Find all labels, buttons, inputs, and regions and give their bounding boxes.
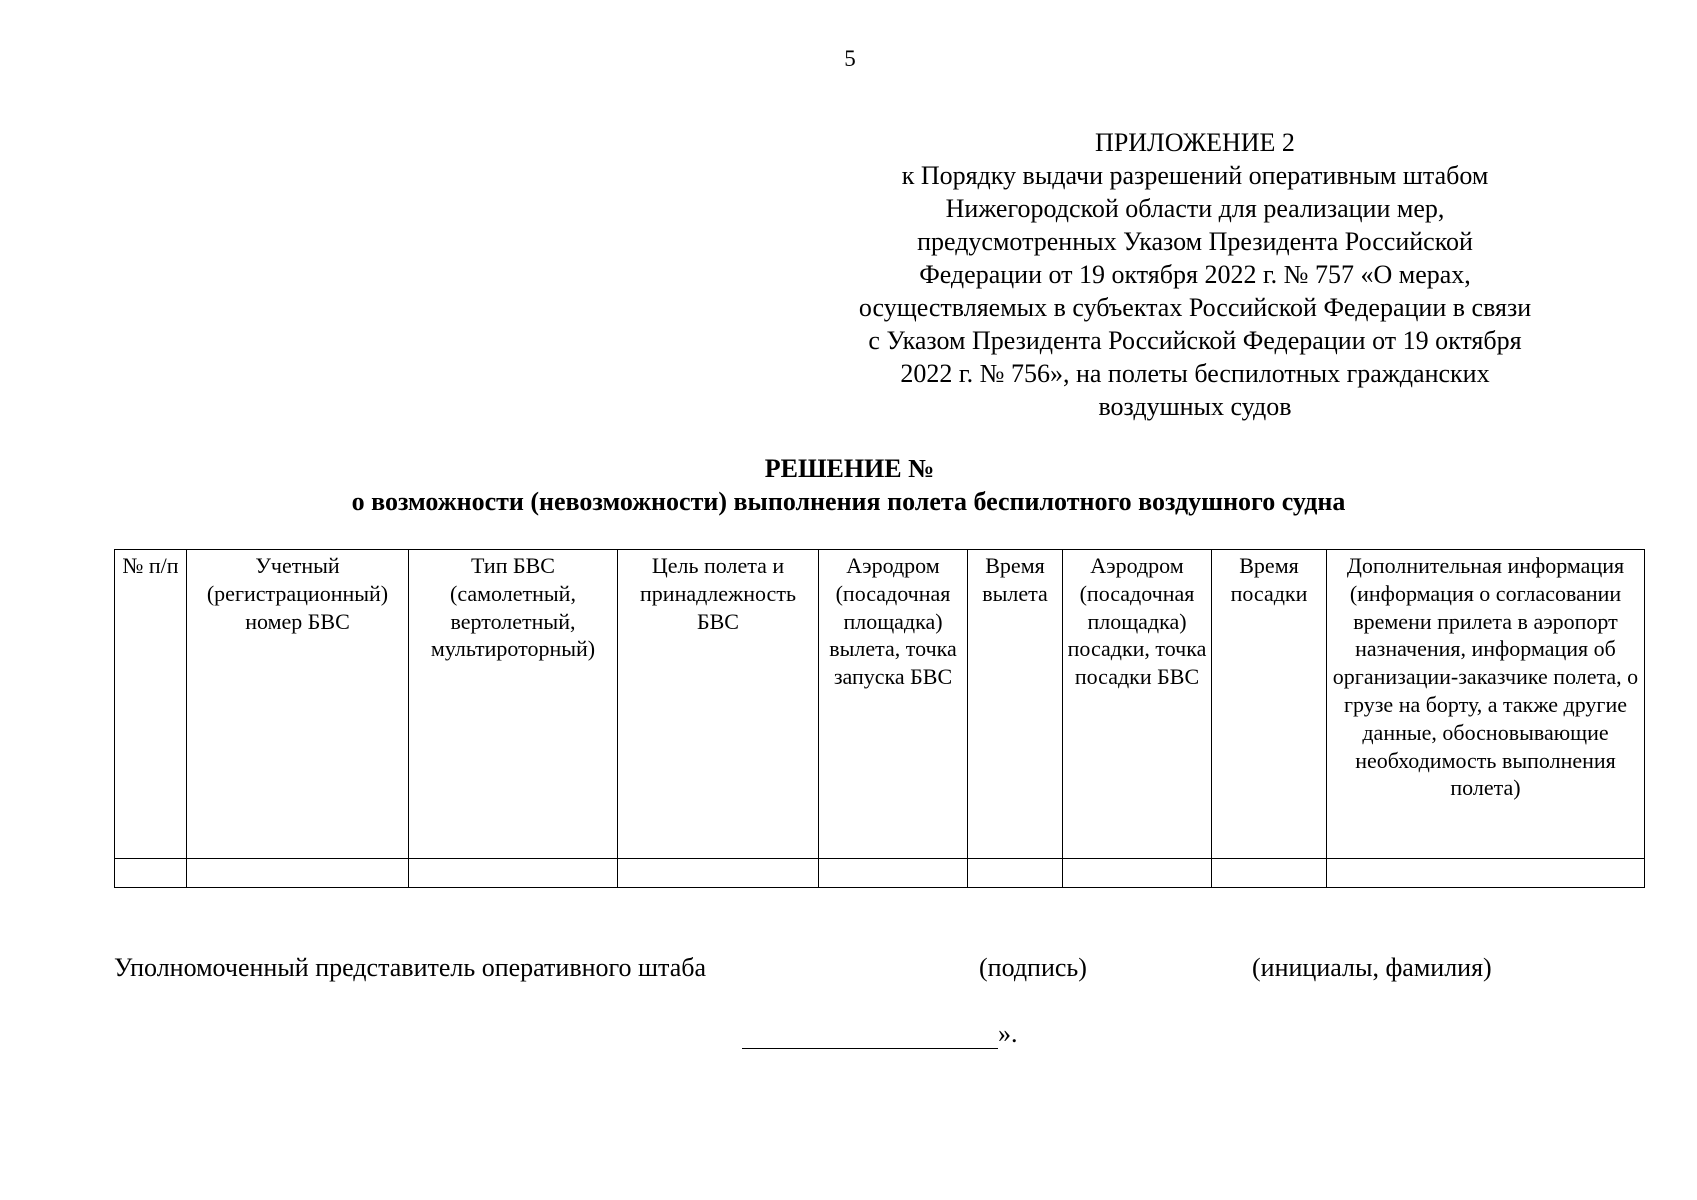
- header-departure-time: Время вылета: [968, 550, 1063, 859]
- date-line: [742, 1018, 1018, 1049]
- appendix-line: Федерации от 19 октября 2022 г. № 757 «О мерах,: [919, 260, 1471, 289]
- header-landing-aerodrome: Аэродром (посадочная площадка) посадки, точка посадки БВС: [1063, 550, 1212, 859]
- appendix-line: Нижегородской области для реализации мер,: [945, 194, 1445, 223]
- header-uav-type: Тип БВС (самолетный, вертолетный, мультироторный): [409, 550, 618, 859]
- table-cell[interactable]: [1063, 859, 1212, 888]
- header-registration-number: Учетный (регистрационный) номер БВС: [187, 550, 409, 859]
- representative-label: Уполномоченный представитель оперативного штаба: [114, 953, 707, 982]
- table-cell[interactable]: [187, 859, 409, 888]
- decision-title: РЕШЕНИЕ №: [764, 454, 935, 483]
- date-line-suffix: ».: [998, 1019, 1018, 1048]
- header-departure-aerodrome: Аэродром (посадочная площадка) вылета, точка запуска БВС: [819, 550, 968, 859]
- table-cell[interactable]: [968, 859, 1063, 888]
- header-landing-time: Время посадки: [1212, 550, 1327, 859]
- page-number: 5: [844, 46, 856, 71]
- appendix-line: воздушных судов: [1098, 392, 1292, 421]
- decision-heading: [0, 452, 1697, 518]
- signature-row: [114, 953, 1644, 987]
- header-additional-info: Дополнительная информация (информация о согласовании времени прилета в аэропорт назначения, информация об организации-заказчике полета, о грузе на борту, а также другие данные, обосновывающие необходимость выполнения полета): [1327, 550, 1645, 859]
- date-blank-field[interactable]: [742, 1018, 998, 1049]
- appendix-header: [800, 126, 1590, 423]
- appendix-line: 2022 г. № 756», на полеты беспилотных гражданских: [900, 359, 1490, 388]
- table-cell[interactable]: [819, 859, 968, 888]
- appendix-line: ПРИЛОЖЕНИЕ 2: [1095, 128, 1295, 157]
- header-number: № п/п: [115, 550, 187, 859]
- table-cell[interactable]: [1327, 859, 1645, 888]
- table-row: [115, 859, 1645, 888]
- table-cell[interactable]: [115, 859, 187, 888]
- table-header-row: [115, 550, 1645, 859]
- table-cell[interactable]: [618, 859, 819, 888]
- flight-form-table: [114, 549, 1645, 888]
- signature-label: (подпись): [979, 953, 1087, 982]
- appendix-line: предусмотренных Указом Президента Российской: [917, 227, 1473, 256]
- appendix-line: с Указом Президента Российской Федерации от 19 октября: [868, 326, 1522, 355]
- decision-subtitle: о возможности (невозможности) выполнения полета беспилотного воздушного судна: [351, 487, 1346, 516]
- initials-surname-label: (инициалы, фамилия): [1252, 953, 1492, 982]
- table-cell[interactable]: [1212, 859, 1327, 888]
- appendix-line: к Порядку выдачи разрешений оперативным штабом: [901, 161, 1489, 190]
- table-cell[interactable]: [409, 859, 618, 888]
- appendix-line: осуществляемых в субъектах Российской Федерации в связи: [858, 293, 1532, 322]
- header-flight-purpose: Цель полета и принадлежность БВС: [618, 550, 819, 859]
